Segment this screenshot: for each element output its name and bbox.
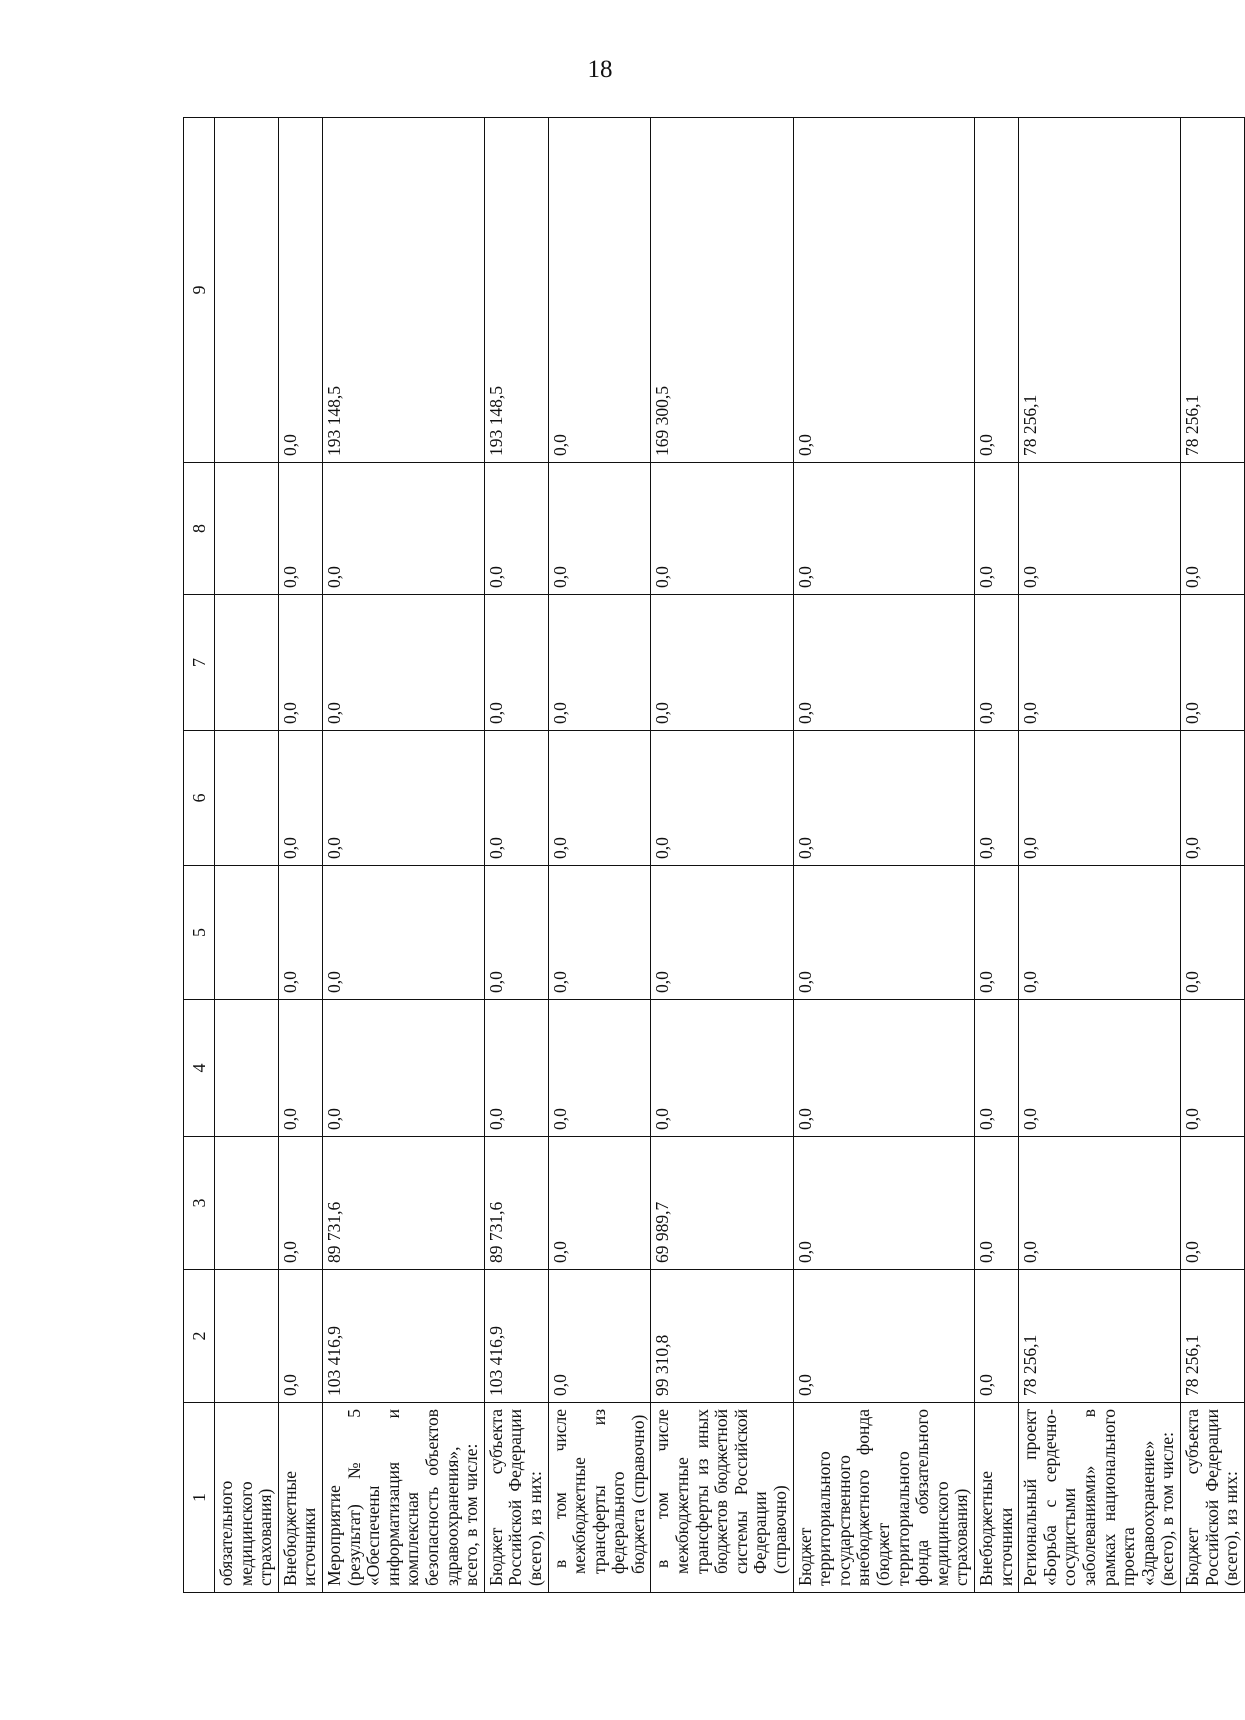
column-number: 3 [184,1137,215,1270]
value-cell: 0,0 [974,731,1018,866]
value-cell: 103 416,9 [322,1270,484,1403]
value-cell: 0,0 [974,463,1018,595]
value-cell: 0,0 [548,1270,651,1403]
value-cell: 0,0 [651,731,793,866]
row-description: в том числе межбюджетные трансферты из иных бюджетов бюджетной системы Российской Федерации (справочно) [651,1403,793,1593]
value-cell [215,866,279,1000]
value-cell: 0,0 [548,118,651,463]
value-cell: 0,0 [793,595,974,731]
value-cell: 0,0 [548,731,651,866]
value-cell: 0,0 [484,866,548,1000]
value-cell: 0,0 [793,731,974,866]
value-cell [215,731,279,866]
value-cell: 78 256,1 [1019,118,1181,463]
value-cell [215,1000,279,1137]
value-cell: 89 731,6 [322,1137,484,1270]
value-cell: 0,0 [793,866,974,1000]
table-row [793,118,974,1593]
value-cell [215,118,279,463]
row-description: Региональный проект «Борьба с сердечно-сосудистыми заболеваниями» в рамках национального проекта «Здравоохранение» (всего), в том числе: [1019,1403,1181,1593]
table-row [484,118,548,1593]
column-number-row [184,118,215,1593]
table-row [548,118,651,1593]
value-cell: 0,0 [1180,1000,1244,1137]
column-number: 4 [184,1000,215,1137]
value-cell: 0,0 [1180,1137,1244,1270]
column-number: 7 [184,595,215,731]
value-cell: 0,0 [793,1270,974,1403]
value-cell: 0,0 [651,1000,793,1137]
value-cell: 0,0 [278,1270,322,1403]
table-row [322,118,484,1593]
value-cell [215,595,279,731]
value-cell: 0,0 [1180,866,1244,1000]
value-cell: 0,0 [548,1137,651,1270]
value-cell [215,1137,279,1270]
value-cell: 0,0 [1019,595,1181,731]
value-cell: 78 256,1 [1019,1270,1181,1403]
table-row [974,118,1018,1593]
table-row [215,118,279,1593]
value-cell: 0,0 [278,866,322,1000]
column-number: 6 [184,731,215,866]
value-cell: 0,0 [278,1000,322,1137]
value-cell: 0,0 [651,866,793,1000]
value-cell: 0,0 [548,1000,651,1137]
value-cell: 0,0 [1180,731,1244,866]
row-description: Бюджет территориального государственного внебюджетного фонда (бюджет территориального фонда обязательного медицинского страхования) [793,1403,974,1593]
table-body [184,118,1245,1593]
column-number: 1 [184,1403,215,1593]
value-cell: 0,0 [278,731,322,866]
value-cell: 0,0 [1019,463,1181,595]
value-cell: 0,0 [548,866,651,1000]
value-cell: 0,0 [484,463,548,595]
value-cell: 0,0 [322,731,484,866]
value-cell: 78 256,1 [1180,118,1244,463]
value-cell [215,463,279,595]
value-cell: 0,0 [1180,595,1244,731]
table-row [1180,118,1244,1593]
value-cell: 0,0 [1019,731,1181,866]
value-cell: 0,0 [793,1137,974,1270]
value-cell: 0,0 [322,1000,484,1137]
row-description: Внебюджетные источники [278,1403,322,1593]
row-description: Бюджет субъекта Российской Федерации (всего), из них: [484,1403,548,1593]
value-cell: 99 310,8 [651,1270,793,1403]
row-description: Бюджет субъекта Российской Федерации (всего), из них: [1180,1403,1244,1593]
row-description: Мероприятие (результат) № 5 «Обеспечены информатизация и комплексная безопасность объектов здравоохранения», всего, в том числе: [322,1403,484,1593]
value-cell: 0,0 [974,118,1018,463]
value-cell: 0,0 [974,595,1018,731]
value-cell: 0,0 [1019,1137,1181,1270]
value-cell: 0,0 [974,1137,1018,1270]
value-cell: 0,0 [322,463,484,595]
value-cell: 0,0 [793,463,974,595]
value-cell: 69 989,7 [651,1137,793,1270]
value-cell: 0,0 [278,118,322,463]
row-description: Внебюджетные источники [974,1403,1018,1593]
value-cell: 0,0 [484,595,548,731]
value-cell: 0,0 [1180,463,1244,595]
value-cell: 0,0 [548,463,651,595]
value-cell: 0,0 [1019,866,1181,1000]
value-cell: 0,0 [974,1000,1018,1137]
value-cell: 0,0 [974,1270,1018,1403]
column-number: 9 [184,118,215,463]
value-cell: 0,0 [484,1000,548,1137]
budget-table [183,117,1245,1593]
value-cell: 0,0 [322,595,484,731]
value-cell: 169 300,5 [651,118,793,463]
value-cell: 0,0 [974,866,1018,1000]
table-row [278,118,322,1593]
value-cell: 0,0 [793,118,974,463]
table-row [651,118,793,1593]
value-cell: 0,0 [322,866,484,1000]
value-cell: 0,0 [793,1000,974,1137]
value-cell: 193 148,5 [322,118,484,463]
value-cell: 0,0 [548,595,651,731]
column-number: 8 [184,463,215,595]
value-cell: 0,0 [1019,1000,1181,1137]
value-cell: 89 731,6 [484,1137,548,1270]
value-cell: 103 416,9 [484,1270,548,1403]
value-cell: 193 148,5 [484,118,548,463]
rotated-table-container [183,118,1242,1593]
row-description: в том числе межбюджетные трансферты из федерального бюджета (справочно) [548,1403,651,1593]
value-cell: 0,0 [278,595,322,731]
table-row [1019,118,1181,1593]
value-cell: 0,0 [651,463,793,595]
value-cell [215,1270,279,1403]
column-number: 2 [184,1270,215,1403]
row-description: обязательного медицинского страхования) [215,1403,279,1593]
value-cell: 78 256,1 [1180,1270,1244,1403]
value-cell: 0,0 [278,463,322,595]
column-number: 5 [184,866,215,1000]
value-cell: 0,0 [278,1137,322,1270]
value-cell: 0,0 [484,731,548,866]
value-cell: 0,0 [651,595,793,731]
page-number: 18 [587,56,613,83]
